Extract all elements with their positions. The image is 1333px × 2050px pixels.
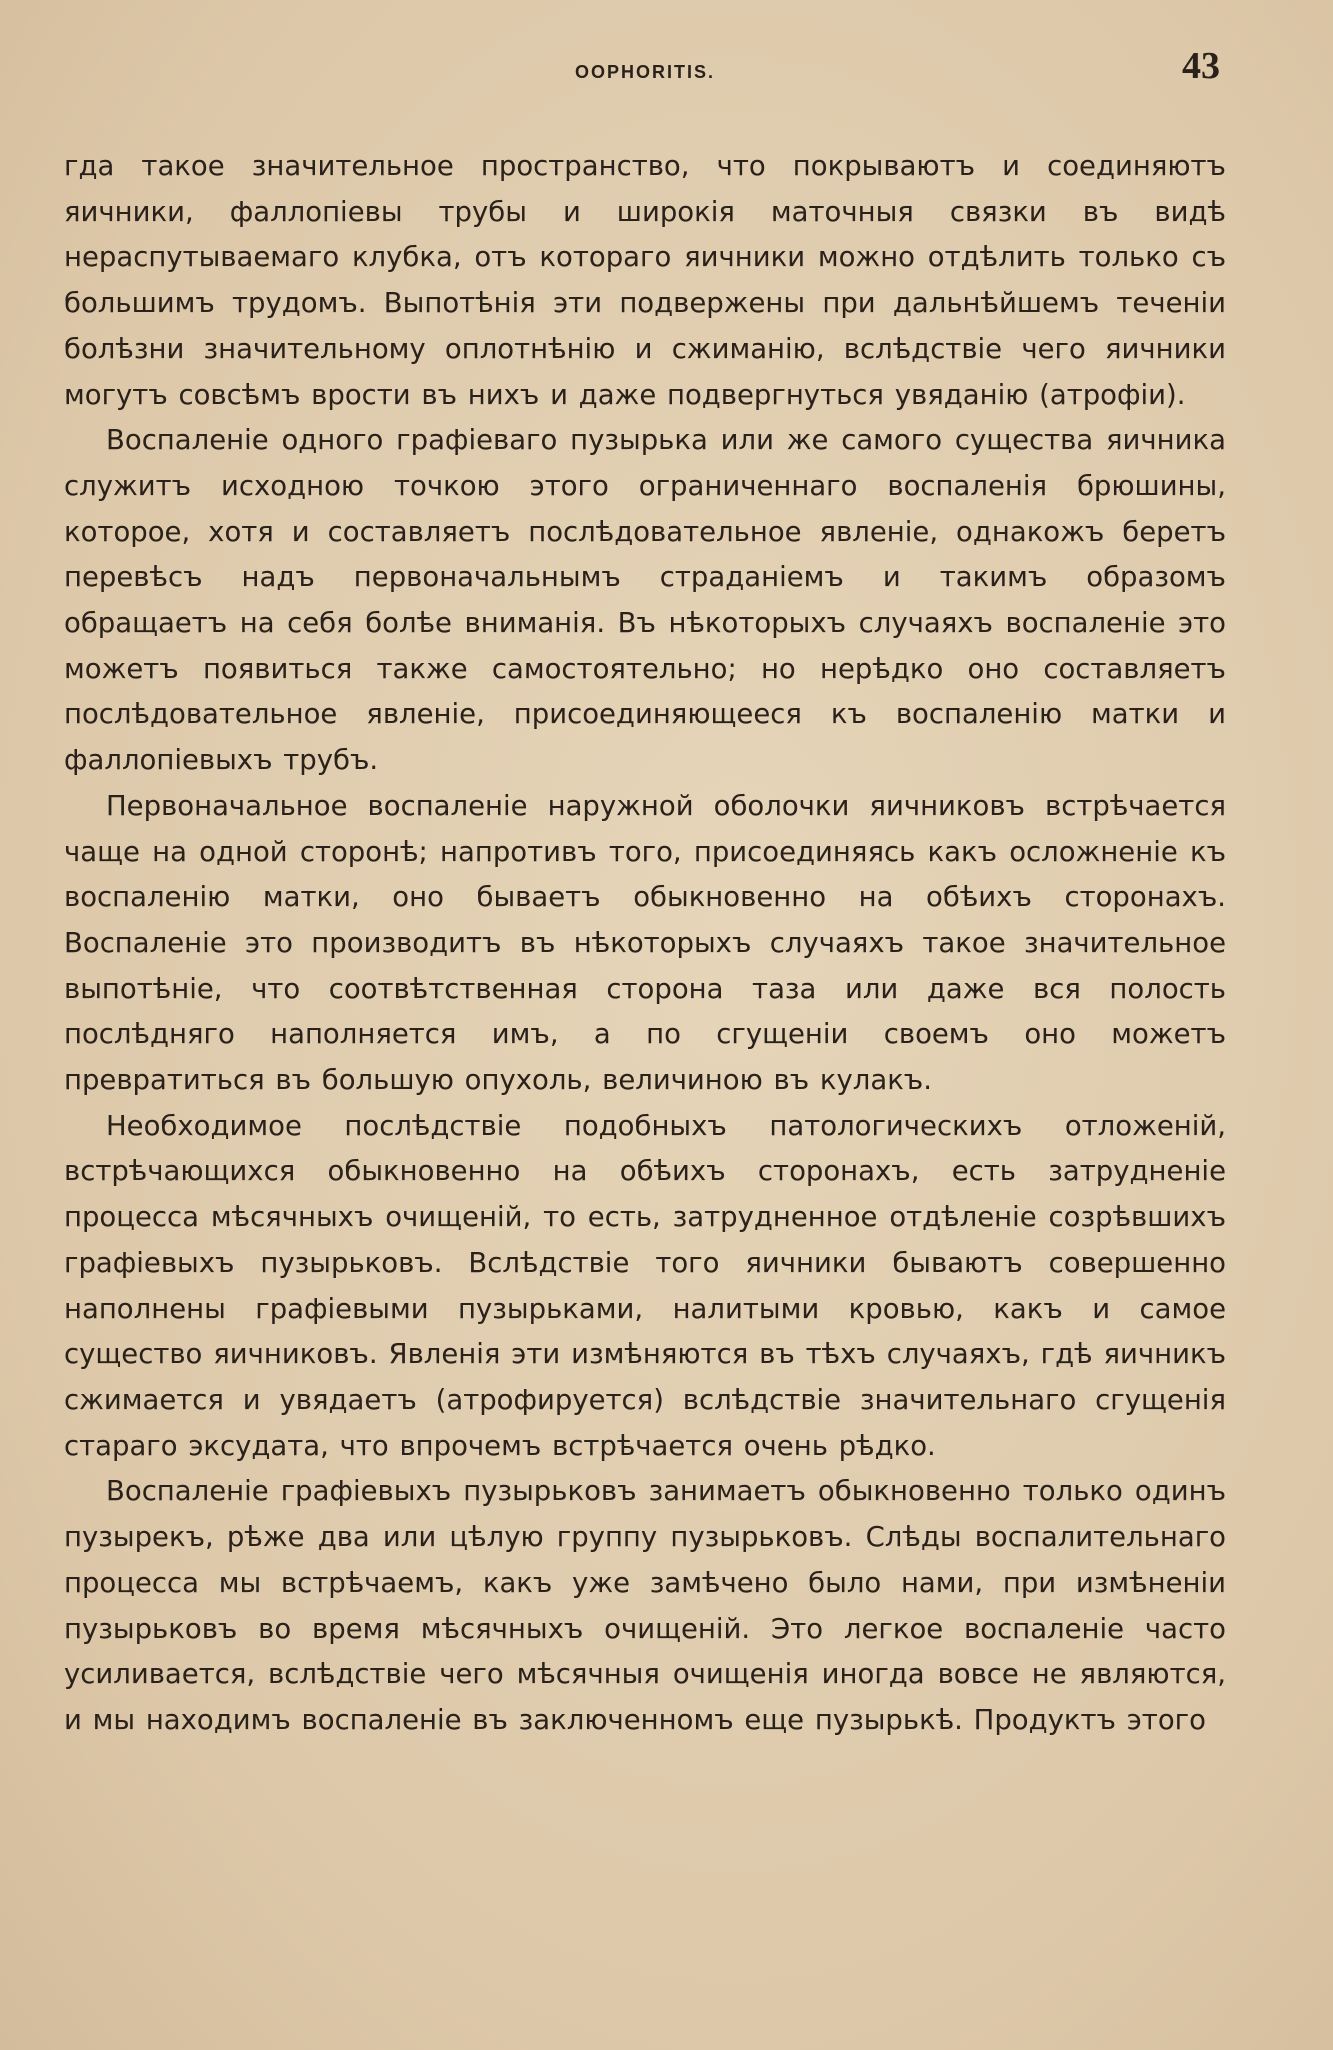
- book-page: [64, 30, 1226, 2020]
- paragraph: Первоначальное воспаленіе наружной оболочки яичниковъ встрѣчается чаще на одной сторонѣ; напротивъ того, присоединяясь какъ осложненіе къ воспаленію матки, оно бываетъ обыкновенно на обѣихъ сторонахъ. Воспаленіе это производитъ въ нѣкоторыхъ случаяхъ такое значительное выпотѣніе, что соотвѣтственная сторона таза или даже вся полость послѣдняго наполняется имъ, а по сгущеніи своемъ оно можетъ превратиться въ большую опухоль, величиною въ кулакъ.: [64, 789, 1226, 1097]
- paragraph: гда такое значительное пространство, что покрываютъ и соединяютъ яичники, фаллопіевы трубы и широкія маточныя связки въ видѣ нераспутываемаго клубка, отъ котораго яичники можно отдѣлить только съ большимъ трудомъ. Выпотѣнія эти подвержены при дальнѣйшемъ теченіи болѣзни значительному оплотнѣнію и сжиманію, вслѣдствіе чего яичники могутъ совсѣмъ врости въ нихъ и даже подвергнуться увяданію (атрофіи).: [64, 150, 1226, 411]
- body-text: [64, 144, 1226, 1744]
- paragraph: Воспаленіе одного графіеваго пузырька или же самого существа яичника служитъ исходною точкою этого ограниченнаго воспаленія брюшины, которое, хотя и составляетъ послѣдовательное явленіе, однакожъ беретъ перевѣсъ надъ первоначальнымъ страданіемъ и такимъ образомъ обращаетъ на себя болѣе вниманія. Въ нѣкоторыхъ случаяхъ воспаленіе это можетъ появиться также самостоятельно; но нерѣдко оно составляетъ послѣдовательное явленіе, присоединяющееся къ воспаленію матки и фаллопіевыхъ трубъ.: [64, 424, 1226, 777]
- paragraph: Воспаленіе графіевыхъ пузырьковъ занимаетъ обыкновенно только одинъ пузырекъ, рѣже два или цѣлую группу пузырьковъ. Слѣды воспалительнаго процесса мы встрѣчаемъ, какъ уже замѣчено было нами, при измѣненіи пузырьковъ во время мѣсячныхъ очищеній. Это легкое воспаленіе часто усиливается, вслѣдствіе чего мѣсячныя очищенія иногда вовсе не являются, и мы находимъ воспаленіе въ заключенномъ еще пузырькѣ. Продуктъ этого: [64, 1475, 1226, 1736]
- page-header: [64, 30, 1226, 98]
- paragraph: Необходимое послѣдствіе подобныхъ патологическихъ отложеній, встрѣчающихся обыкновенно на обѣихъ сторонахъ, есть затрудненіе процесса мѣсячныхъ очищеній, то есть, затрудненное отдѣленіе созрѣвшихъ графіевыхъ пузырьковъ. Вслѣдствіе того яичники бываютъ совершенно наполнены графіевыми пузырьками, налитыми кровью, какъ и самое существо яичниковъ. Явленія эти измѣняются въ тѣхъ случаяхъ, гдѣ яичникъ сжимается и увядаетъ (атрофируется) вслѣдствіе значительнаго сгущенія стараго эксудата, что впрочемъ встрѣчается очень рѣдко.: [64, 1109, 1226, 1462]
- running-title: OOPHORITIS.: [574, 62, 715, 82]
- page-number: 43: [1182, 45, 1220, 87]
